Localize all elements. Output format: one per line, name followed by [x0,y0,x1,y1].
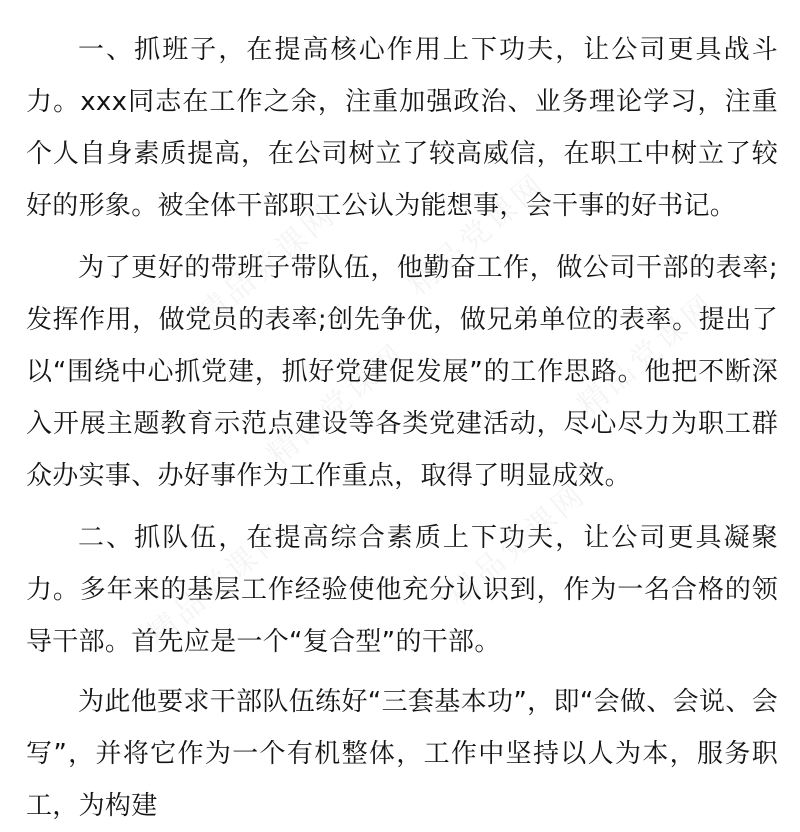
paragraph-2: 为了更好的带班子带队伍，他勤奋工作，做公司干部的表率;发挥作用，做党员的表率;创先争优，做兄弟单位的表率。提出了以“围绕中心抓党建，抓好党建促发展”的工作思路。他把不断深入开展主题教育示范点建设等各类党建活动，尽心尽力为职工群众办实事、办好事作为工作重点，取得了明显成效。 [26,253,778,491]
paragraph-1: 一、抓班子，在提高核心作用上下功夫，让公司更具战斗力。xxx同志在工作之余，注重加强政治、业务理论学习，注重个人自身素质提高，在公司树立了较高威信，在职工中树立了较好的形象。被全体干部职工公认为能想事，会干事的好书记。 [26,35,778,221]
watermark-text: 精品党课网 [190,196,344,333]
watermark-text: 精品党课网 [570,286,724,423]
watermark-text: 精品党课网 [400,166,554,303]
paragraph-4: 为此他要求干部队伍练好“三套基本功”，即“会做、会说、会写”，并将它作为一个有机整体，工作中坚持以人为本，服务职工，为构建 [26,687,778,821]
paragraph-3: 二、抓队伍，在提高综合素质上下功夫，让公司更具凝聚力。多年来的基层工作经验使他充分认识到，作为一名合格的领导干部。首先应是一个“复合型”的干部。 [26,523,778,657]
watermark-text: 精品党课网 [440,476,594,613]
watermark-text: 精品党课网 [260,336,414,473]
watermark-text: 精品党课网 [140,516,294,653]
